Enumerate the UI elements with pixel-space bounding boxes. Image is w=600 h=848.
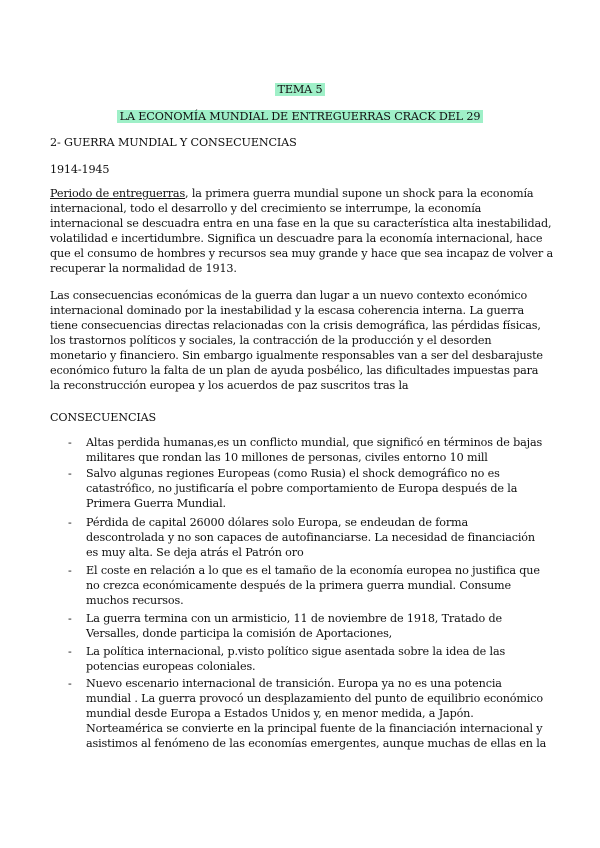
list-item-line: potencias europeas coloniales.	[86, 660, 256, 673]
document-subtitle: LA ECONOMÍA MUNDIAL DE ENTREGUERRAS CRACK DEL 29	[117, 110, 484, 123]
bullet-marker: -	[68, 645, 72, 658]
consecuencias-heading: CONSECUENCIAS	[50, 411, 157, 424]
list-item-line: Versalles, donde participa la comisión de Aportaciones,	[86, 627, 393, 640]
list-item-line: Nuevo escenario internacional de transición. Europa ya no es una potencia	[86, 677, 502, 690]
paragraph-line: los trastornos políticos y sociales, la contracción de la producción y el desorden	[50, 334, 492, 347]
list-item-line: descontrolada y no son capaces de autofinanciarse. La necesidad de financiación	[86, 531, 535, 544]
paragraph-line: Las consecuencias económicas de la guerra dan lugar a un nuevo contexto económico	[50, 289, 528, 302]
document-title: TEMA 5	[275, 83, 326, 96]
list-item-line: Altas perdida humanas,es un conflicto mundial, que significó en términos de bajas	[86, 436, 543, 449]
list-item-line: mundial . La guerra provocó un desplazamiento del punto de equilibrio económico	[86, 692, 543, 705]
list-item-line: Primera Guerra Mundial.	[86, 497, 226, 510]
term-entreguerras: Periodo de entreguerras	[50, 187, 186, 200]
list-item-line: catastrófico, no justificaría el pobre comportamiento de Europa después de la	[86, 482, 518, 495]
subtitle-line	[0, 109, 600, 124]
list-item-line: La guerra termina con un armisticio, 11 de noviembre de 1918, Tratado de	[86, 612, 502, 625]
list-item-line: La política internacional, p.visto político sigue asentada sobre la idea de las	[86, 645, 506, 658]
paragraph-line: la reconstrucción europea y los acuerdos de paz suscritos tras la	[50, 379, 409, 392]
list-item-line: Salvo algunas regiones Europeas (como Rusia) el shock demográfico no es	[86, 467, 500, 480]
paragraph-line: tiene consecuencias directas relacionadas con la crisis demográfica, las pérdidas físicas,	[50, 319, 541, 332]
list-item-line: no crezca económicamente después de la primera guerra mundial. Consume	[86, 579, 511, 592]
title-line	[0, 82, 600, 97]
bullet-marker: -	[68, 612, 72, 625]
paragraph-line: Periodo de entreguerras, la primera guerra mundial supone un shock para la economía	[50, 187, 534, 200]
bullet-marker: -	[68, 467, 72, 480]
list-item-line: El coste en relación a lo que es el tamaño de la economía europea no justifica que	[86, 564, 540, 577]
bullet-marker: -	[68, 436, 72, 449]
list-item-line: asistimos al fenómeno de las economías emergentes, aunque muchas de ellas en la	[86, 737, 547, 750]
bullet-marker: -	[68, 677, 72, 690]
date-range: 1914-1945	[50, 163, 110, 176]
paragraph-line: internacional se descuadra entra en una fase en la que su característica alta inestabilidad,	[50, 217, 552, 230]
paragraph-line: internacional dominado por la inestabilidad y la escasa coherencia interna. La guerra	[50, 304, 524, 317]
paragraph-line: volatilidad e incertidumbre. Significa un descuadre para la economía internacional, hace	[50, 232, 543, 245]
paragraph-line: económico futuro la falta de un plan de ayuda posbélico, las dificultades impuestas para	[50, 364, 539, 377]
paragraph-line: internacional, todo el desarrollo y del crecimiento se interrumpe, la economía	[50, 202, 482, 215]
list-item-line: militares que rondan las 10 millones de personas, civiles entorno 10 mill	[86, 451, 488, 464]
paragraph-line: que el consumo de hombres y recursos sea muy grande y hace que sea incapaz de volver a	[50, 247, 554, 260]
bullet-marker: -	[68, 516, 72, 529]
list-item-line: mundial desde Europa a Estados Unidos y, en menor medida, a Japón.	[86, 707, 474, 720]
section-heading: 2- GUERRA MUNDIAL Y CONSECUENCIAS	[50, 136, 297, 149]
list-item-line: muchos recursos.	[86, 594, 184, 607]
list-item-line: Norteamérica se convierte en la principal fuente de la financiación internacional y	[86, 722, 543, 735]
bullet-marker: -	[68, 564, 72, 577]
paragraph-line: recuperar la normalidad de 1913.	[50, 262, 237, 275]
paragraph-line: monetario y financiero. Sin embargo igualmente responsables van a ser del desbarajuste	[50, 349, 543, 362]
list-item-line: Pérdida de capital 26000 dólares solo Europa, se endeudan de forma	[86, 516, 469, 529]
list-item-line: es muy alta. Se deja atrás el Patrón oro	[86, 546, 304, 559]
